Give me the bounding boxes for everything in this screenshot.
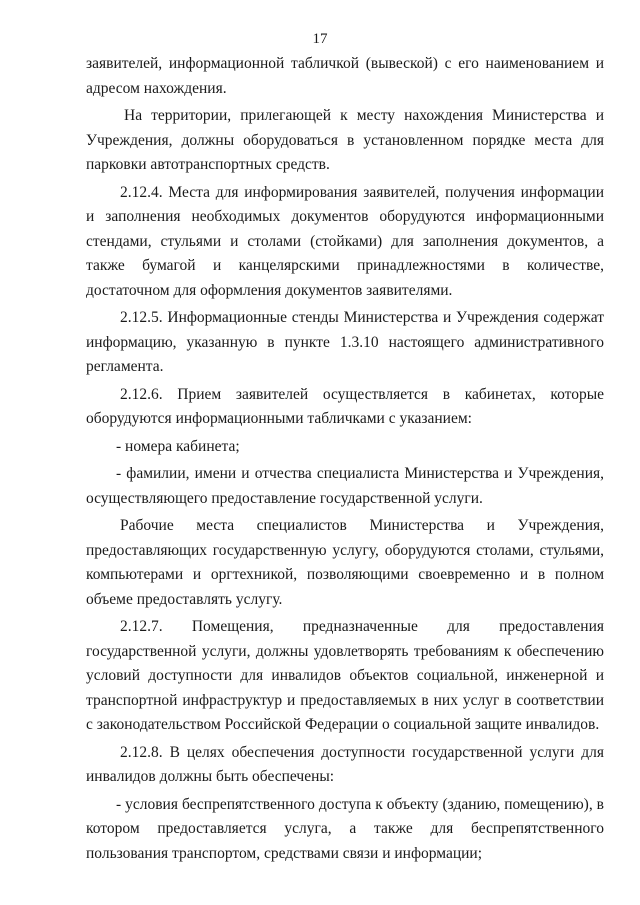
paragraph-2-12-7: 2.12.7. Помещения, предназначенные для предоставления государственной услуги, должны удовлетворять требованиям к обеспечению условий доступности для инвалидов объектов социальной, инженерной и транспортной инфраструктур и предоставляемых в них услуг в соответствии с законодательством Российской Федерации о социальной защите инвалидов. (86, 618, 604, 733)
document-body (86, 52, 604, 869)
page-number: 17 (312, 31, 328, 47)
list-item-cabinet-number: - номера кабинета; (116, 437, 240, 455)
paragraph-workplaces: Рабочие места специалистов Министерства и Учреждения, предоставляющих государственную услугу, оборудуются столами, стульями, компьютерами и оргтехникой, позволяющими своевременно и в полном объеме предоставлять услугу. (86, 517, 604, 608)
paragraph-parking: На территории, прилегающей к месту нахождения Министерства и Учреждения, должны оборудоваться в установленном порядке места для парковки автотранспортных средств. (86, 107, 604, 173)
paragraph-2-12-4: 2.12.4. Места для информирования заявителей, получения информации и заполнения необходимых документов оборудуются информационными стендами, стульями и столами (стойками) для заполнения документов, а также бумагой и канцелярскими принадлежностями в количестве, достаточном для оформления документов заявителями. (86, 183, 604, 299)
list-item-specialist-name: - фамилии, имени и отчества специалиста Министерства и Учреждения, осуществляющего предоставление государственной услуги. (86, 465, 604, 507)
paragraph-2-12-5: 2.12.5. Информационные стенды Министерства и Учреждения содержат информацию, указанную в пункте 1.3.10 настоящего административного регламента. (86, 309, 604, 375)
list-item-access-conditions: - условия беспрепятственного доступа к объекту (зданию, помещению), в котором предоставляется услуга, а также для беспрепятственного пользования транспортом, средствами связи и информации; (86, 795, 604, 862)
paragraph-2-12-8: 2.12.8. В целях обеспечения доступности государственной услуги для инвалидов должны быть обеспечены: (86, 743, 604, 785)
paragraph-continuation: заявителей, информационной табличкой (вывеской) с его наименованием и адресом нахождения. (86, 55, 604, 97)
paragraph-2-12-6: 2.12.6. Прием заявителей осуществляется в кабинетах, которые оборудуются информационными табличками с указанием: (86, 385, 604, 427)
